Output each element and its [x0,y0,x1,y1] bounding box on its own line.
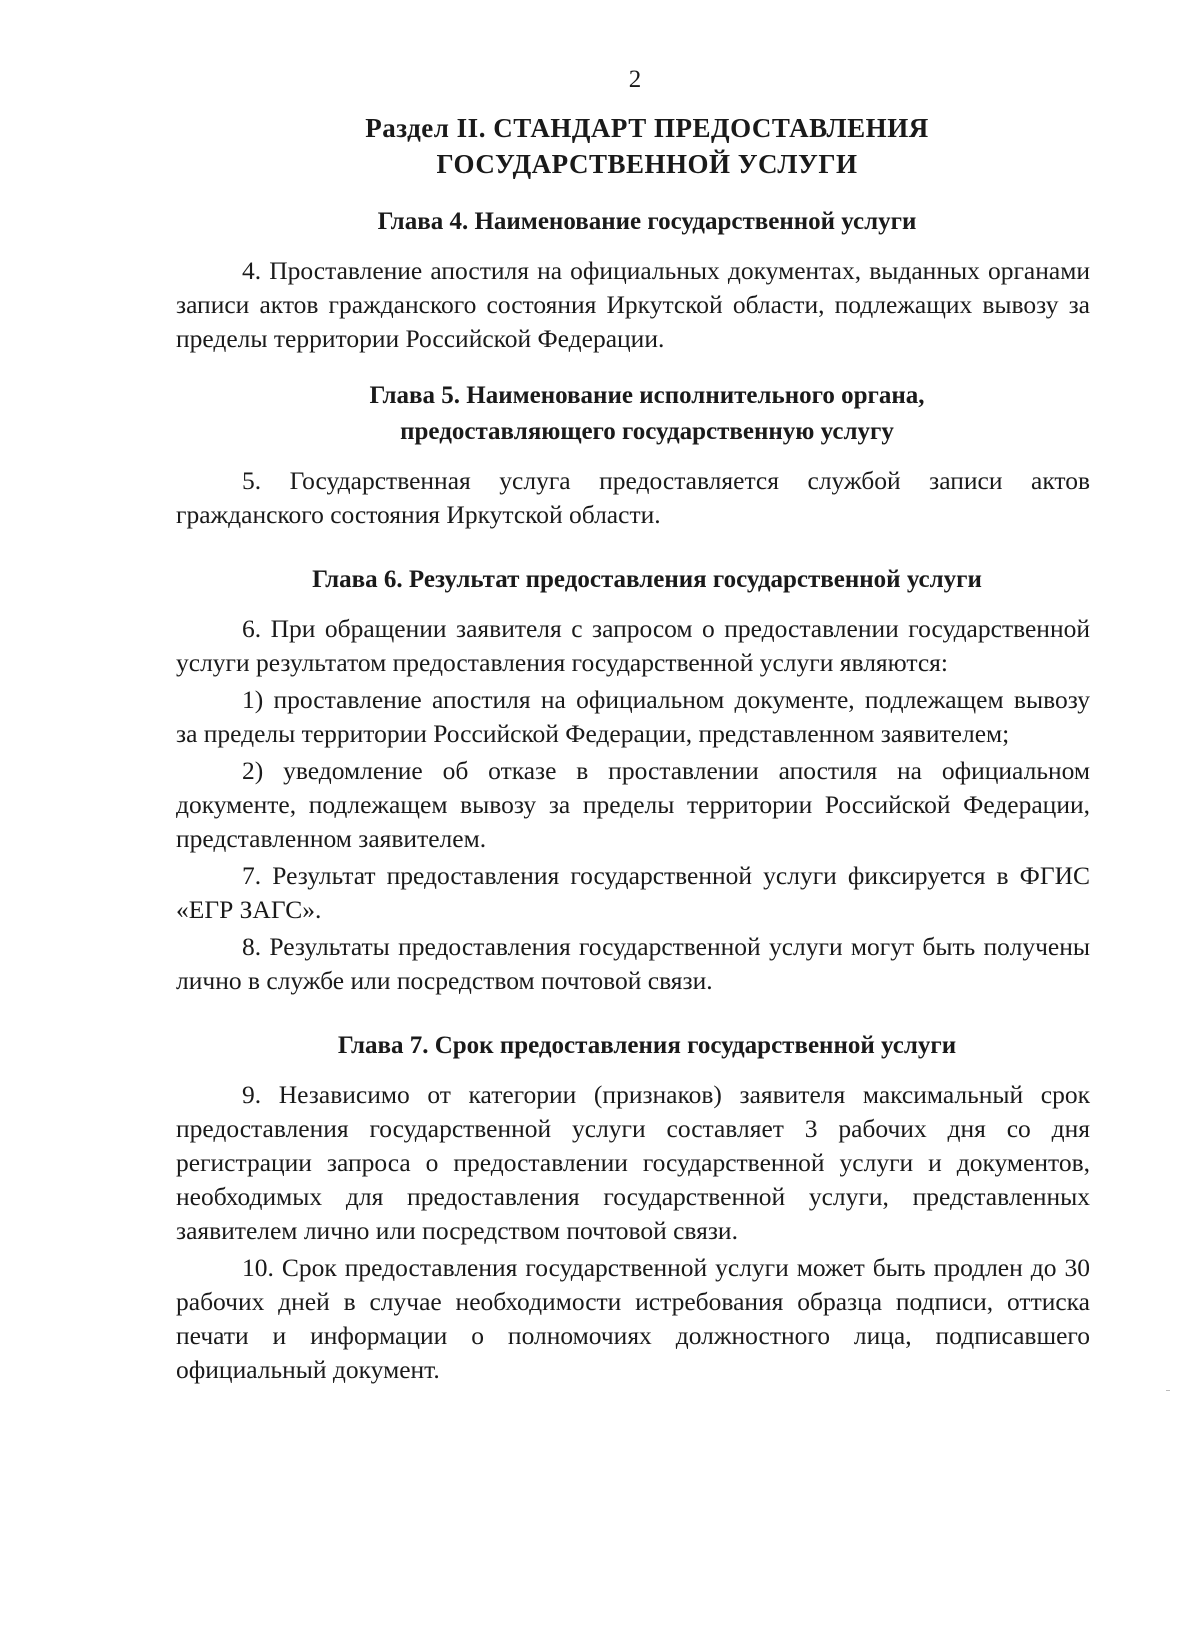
paragraph-9: 9. Независимо от категории (признаков) заявителя максимальный срок предоставления государственной услуги составляет 3 рабочих дня со дня регистрации запроса о предоставлении государственной услуги и документов, необходимых для предоставления государственной услуги, представленных заявителем лично или посредством почтовой связи. [176,1080,1090,1245]
chapter-5-title-line-2: предоставляющего государственную услугу [400,418,894,445]
section-title-line-1: Раздел II. СТАНДАРТ ПРЕДОСТАВЛЕНИЯ [365,113,929,143]
paragraph-6: 6. При обращении заявителя с запросом о предоставлении государственной услуги результатом предоставления государственной услуги являются: [176,614,1090,677]
paragraph-10: 10. Срок предоставления государственной услуги может быть продлен до 30 рабочих дней в случае необходимости истребования образца подписи, оттиска печати и информации о полномочиях должностного лица, подписавшего официальный документ. [176,1253,1090,1384]
paragraph-7: 7. Результат предоставления государственной услуги фиксируется в ФГИС «ЕГР ЗАГС». [176,861,1090,924]
paragraph-8: 8. Результаты предоставления государственной услуги могут быть получены лично в службе или посредством почтовой связи. [176,932,1090,995]
chapter-5-title-line-1: Глава 5. Наименование исполнительного органа, [369,382,925,409]
paragraph-4: 4. Проставление апостиля на официальных документах, выданных органами записи актов гражданского состояния Иркутской области, подлежащих вывозу за пределы территории Российской Федерации. [176,256,1090,353]
chapter-6-title: Глава 6. Результат предоставления государственной услуги [312,566,982,593]
chapter-7-title: Глава 7. Срок предоставления государственной услуги [337,1032,957,1059]
page-number: 2 [628,66,642,93]
section-title [204,110,1090,182]
chapter-4-title: Глава 4. Наименование государственной услуги [377,208,917,235]
scan-speck [1166,1390,1170,1391]
paragraph-6-item-2: 2) уведомление об отказе в проставлении апостиля на официальном документе, подлежащем вывозу за пределы территории Российской Федерации, представленном заявителем. [176,756,1090,853]
paragraph-5: 5. Государственная услуга предоставляется службой записи актов гражданского состояния Иркутской области. [176,466,1090,529]
section-title-line-2: ГОСУДАРСТВЕННОЙ УСЛУГИ [436,149,858,179]
chapter-5-title [204,378,1090,450]
document-body [176,110,1090,1387]
paragraph-6-item-1: 1) проставление апостиля на официальном документе, подлежащем вывозу за пределы территории Российской Федерации, представленном заявителем; [176,685,1090,748]
